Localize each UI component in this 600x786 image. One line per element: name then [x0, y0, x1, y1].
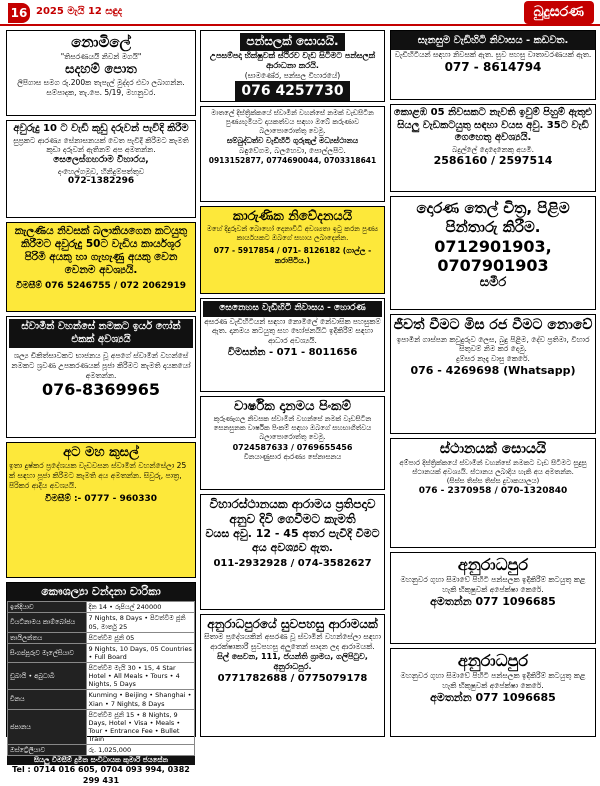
tour-destination: ඩුබායි • අබුධාබි	[8, 663, 87, 690]
classified-ad: විහාරස්ථානයක ආරාමය ප්‍රතිපදාව අනුව දිවි ගෙවීමට කැමති වයස අවු. 12 - 45 අතර පැවිදි වීමට අය අවශ්‍යව ඇත. 011-2932928 / 074-3582627	[200, 494, 385, 610]
classified-ad: නොමිලේ "තිසරණයයි නිවන් මගයි" සදහම් පොත ලිපිගාස සමග රු.200ක තැපැල් මුද්දර එවා ලබාගන්න. සම්පාදක, තැ.පෙ. 5/19, මහනුවර.	[6, 30, 196, 116]
page-date: 2025 මැයි 12 සඳුද	[36, 6, 123, 17]
table-row	[8, 613, 195, 632]
classified-ad: ස්වාමීන් වහන්සේ නමකට ඉයර් ෆෝන් එකක් අවශ්‍යයි ශල්‍ය චිකිත්සාවකට භාජනය වූ අපගේ ස්වාමීන් වහන්සේ නමකට ශ්‍රවණ උපකරණයක් පූජා කිරීමට කැමති දායකයෝ අමතන්න. 076-8369965	[6, 316, 196, 438]
table-row	[8, 643, 195, 662]
table-row	[8, 632, 195, 643]
classified-ad: ස්ථානයක් සොයයි අම්පාර දිස්ත්‍රික්කයේ ස්වාමීන් වහන්සේ නමකට වැඩ සිටීමට සුදුසු ස්ථානයක් අවශ්‍යයි. ස්ථානය ලබාදිය හැකි අය අමතන්න. (සිස්ස තිස්ස තිස්ස දුවාකයාලය) 076 - 2370958 / 070-1320840	[390, 438, 596, 548]
classified-ad: මාතලේ දිස්ත්‍රික්කයේ ස්වාමීන් වහන්සේ නමක් වැඩසිටින පුණ්‍යභූමියට දායකත්වය සඳහා ඔබේ කරුණාව බලාපොරොත්තු වෙමු. සම්බුද්ධත්ව වැඩිහිටි ගුරුකුල් මධ්‍යස්ථානය බඳුවේගම, බලහෙවා, පොල්ලපිට. 0913152877, 0774690044, 0703318641	[200, 106, 385, 202]
classified-ad: සැනසුම වැඩිහිටි නිවාසය - කඩවත. වැඩිහිටියන් සඳහා නිවසක් ඇත. සුව පහසු වාතාවරණයක් ඇත. 077 - 8614794	[390, 30, 596, 100]
classified-ad: කොළඹ 05 නිවසකට නැවති ඉවුම් පිහුම් ඇතුළු සියලු වැඩකටයුතු සඳහා වයස අවු. 35ට වැඩි ගෙහෙතු අවශ්‍යයි. බදුල්ලේ දෙදෙනෙකු අයමි. 2586160 / 2597514	[390, 104, 596, 192]
tour-details: 9 Nights, 10 Days, 05 Countries • Full Board	[86, 643, 194, 662]
page-number: 16	[8, 3, 30, 23]
tour-destination: ඉන්දියාව	[8, 602, 87, 613]
table-row	[8, 663, 195, 690]
table-row	[8, 602, 195, 613]
classified-ad: කෞශල්‍යා වන්දනා චාරිකා ඉන්දියාව දින 14 • රුපියල් 240000 වියට්නාමය කාම්බෝජය 7 Nights, 8 Days • පිටත්වීම ජූනි 05, මාර්තු 25 තායිලන්තය පිටත්වීම ජූනි 05 සිංගප්පූරුව මැලේසියාව 9 Nights, 10 Days, 05 Countries • Full Board ඩුබායි • අබුධාබි පිටත්වීම මැයි 30 • 15, 4 Star Hotel • All Meals • Tours • 4 Nights, 5 Days චීනය Kunming • Beijing • Shanghai • Xian • 7 Nights, 8 Days ජපානය පිටත්වීම ජූනි 15 • 8 Nights, 9 Days, Hotel • Visa • Meals • Tour • Entrance Fee • Bullet Train ඔස්ට්‍රේලියාව රු. 1,025,000 සියලු විමසීම් දුමින සංවිධායක කුමාරි ජයසේන Tel : 0714 016 605, 0704 093 994, 0382 299 431	[6, 582, 196, 737]
column-left	[6, 30, 196, 785]
tour-destination: වියට්නාමය කාම්බෝජය	[8, 613, 87, 632]
tour-destination: සිංගප්පූරුව මැලේසියාව	[8, 643, 87, 662]
tour-destination: චීනය	[8, 690, 87, 709]
page-header	[0, 0, 600, 26]
tour-destination: ඔස්ට්‍රේලියාව	[8, 745, 87, 756]
tour-details: පිටත්වීම ජූනි 05	[86, 632, 194, 643]
table-row	[8, 745, 195, 756]
tour-details: දින 14 • රුපියල් 240000	[86, 602, 194, 613]
classified-ad: අනුරාධපුර මහනුවර ගුහා සිමාවේ පිහිටි පන්සලක ඉදිකිරීම් කටයුතු කළ හැකි භිකුෂුවක් අපේක්ෂා කෙරේ. අමතන්න 077 1096685	[390, 552, 596, 644]
column-right	[390, 30, 596, 737]
classified-ad: වාර්ෂික දානමය පිංකම් කුරුණෑගල නිවසක ස්වාමීන් වහන්සේ නමක් වැඩසිටින සෙනසුනක වාර්ෂික පිංකම් සඳහා ඔබගේ සහභාගීත්වය බලාපොරොත්තු වෙමු. 0724587633 / 0769655456 විනයාණුසාර ආරණ්‍ය සේනාසනය	[200, 396, 385, 490]
newspaper-logo: බුදුසරණ	[524, 1, 594, 24]
classified-ad: කැලණිය නිවසක් බලාකියගෙන කටයුතු කිරීමට අවුරුදු 50ට වැඩිය කාර්යශූර පිරිමි අයකු හා ගැහැණු අයකු වෙන වෙනම අවශ්‍යයි. විමසීම් 076 5246755 / 072 2062919	[6, 222, 196, 312]
classified-ad: පන්සලක් සොයයි. උපසම්පදා භික්ෂුවක් ස්ථිරව වැඩ සිටීමට පන්සලක් ආරාධනා කරයි. (සාමණේර, පන්සල විහාරයේ) 076 4257730	[200, 30, 385, 102]
tour-details: පිටත්වීම ජූනි 15 • 8 Nights, 9 Days, Hotel • Visa • Meals • Tour • Entrance Fee • Bullet Train	[86, 709, 194, 745]
tour-destination: තායිලන්තය	[8, 632, 87, 643]
classified-ad: කාරුණික නිවේදනයයි මහේ දිදුරුවන් බොහෝ දෙනාවිධි අවශ්‍යතා ඉටු කරන පුණ්‍ය කාර්යයකට ඔබගේ සහාය ලබාදෙන්න. 077 - 5917854 / 071- 8126182 (ගාල්ල - කරාපිටිය.)	[200, 206, 385, 294]
tour-details: රු. 1,025,000	[86, 745, 194, 756]
table-row	[8, 690, 195, 709]
tour-details: 7 Nights, 8 Days • පිටත්වීම ජූනි 05, මාර්තු 25	[86, 613, 194, 632]
tour-destination: ජපානය	[8, 709, 87, 745]
tour-table	[7, 601, 195, 756]
classified-ad: අනුරාධපුර මහනුවර ගුහා සිමාවේ පිහිටි පන්සලක ඉදිකිරීම් කටයුතු කළ හැකි භිකුෂුවක් අපේක්ෂා කෙරේ. අමතන්න 077 1096685	[390, 648, 596, 737]
classified-ad: අවුරුදු 10 ට වැඩි කුඩු දරුවන් පැවිදි කිරීම සුප්‍රකට ආරණ්‍ය සේනාසනයක් වෙත පැවිදි කිරීමට කැමති කුඩා දරුවන් ඇතිනම් අප අමතන්න. සෙලෙස්ගහරාම විහාරය, දංහෙල්ගමුව, හිනිදුම්පත්තුව 072-1382296	[6, 120, 196, 218]
classified-ad: අට මහ කුසල් ඉතා දුෂ්කර ප්‍රදේශයක වැඩවසන ස්වාමීන් වහන්සේලා 25 ක් සඳහා පූජා කිරීමට කැමති අය අමතන්න. සිවුරු, පාත්‍ර, පිරිකර ආදිය අවශ්‍යයි. විමසීම් :- 0777 - 960330	[6, 442, 196, 578]
classified-ad: දොරණ තෙල් චිත්‍ර, පිළිම පින්තාරු කිරීම. 0712901903, 0707901903 සමීර	[390, 196, 596, 310]
table-row	[8, 709, 195, 745]
classified-ad: සෙනෙහස වැඩිහිටි නිවාසය - හොරණ අසරණ වැඩිහිටියන් සඳහා නොමිලේ නේවාසික පහසුකම් ඇත. දානමය කටයුතු සහ භෝජනයිධි ඉදිකිරීම් සඳහා ආධාර අවශ්‍යයි. විමසන්න - 071 - 8011656	[200, 298, 385, 392]
tour-details: පිටත්වීම මැයි 30 • 15, 4 Star Hotel • All Meals • Tours • 4 Nights, 5 Days	[86, 663, 194, 690]
classified-ad: ජීවත් වීමට මිස රජ වීමට නොවේ ඉපාමින් ගාස්පන කවුදුරුව ලෙස, බුදු පිළිම, දේව ප්‍රතිමා, විහාර සිතුවම් නිම කර දෙමු. දුම්සර නෑදෑ වාසු කෙරේ. 076 - 4269698 (Whatsapp)	[390, 314, 596, 434]
tour-details: Kunming • Beijing • Shanghai • Xian • 7 Nights, 8 Days	[86, 690, 194, 709]
column-middle	[200, 30, 385, 737]
classified-ad: අනුරාධපුරයේ සුවපහසු ආරාමයක් සිතාම ප්‍රදේශයකින් අසරණ වූ ස්වාමීන් වහන්සේලා සඳහා ආරක්ෂාකාරී සුවපහසු අලුතෙන් සාදන ලද ආරාමයක්. සිල් සෙවන, 111, ජයන්ති ග්‍රාමය, ගලිපිටුව, අනුරාධපුර. 0771782688 / 0775079178	[200, 614, 385, 737]
